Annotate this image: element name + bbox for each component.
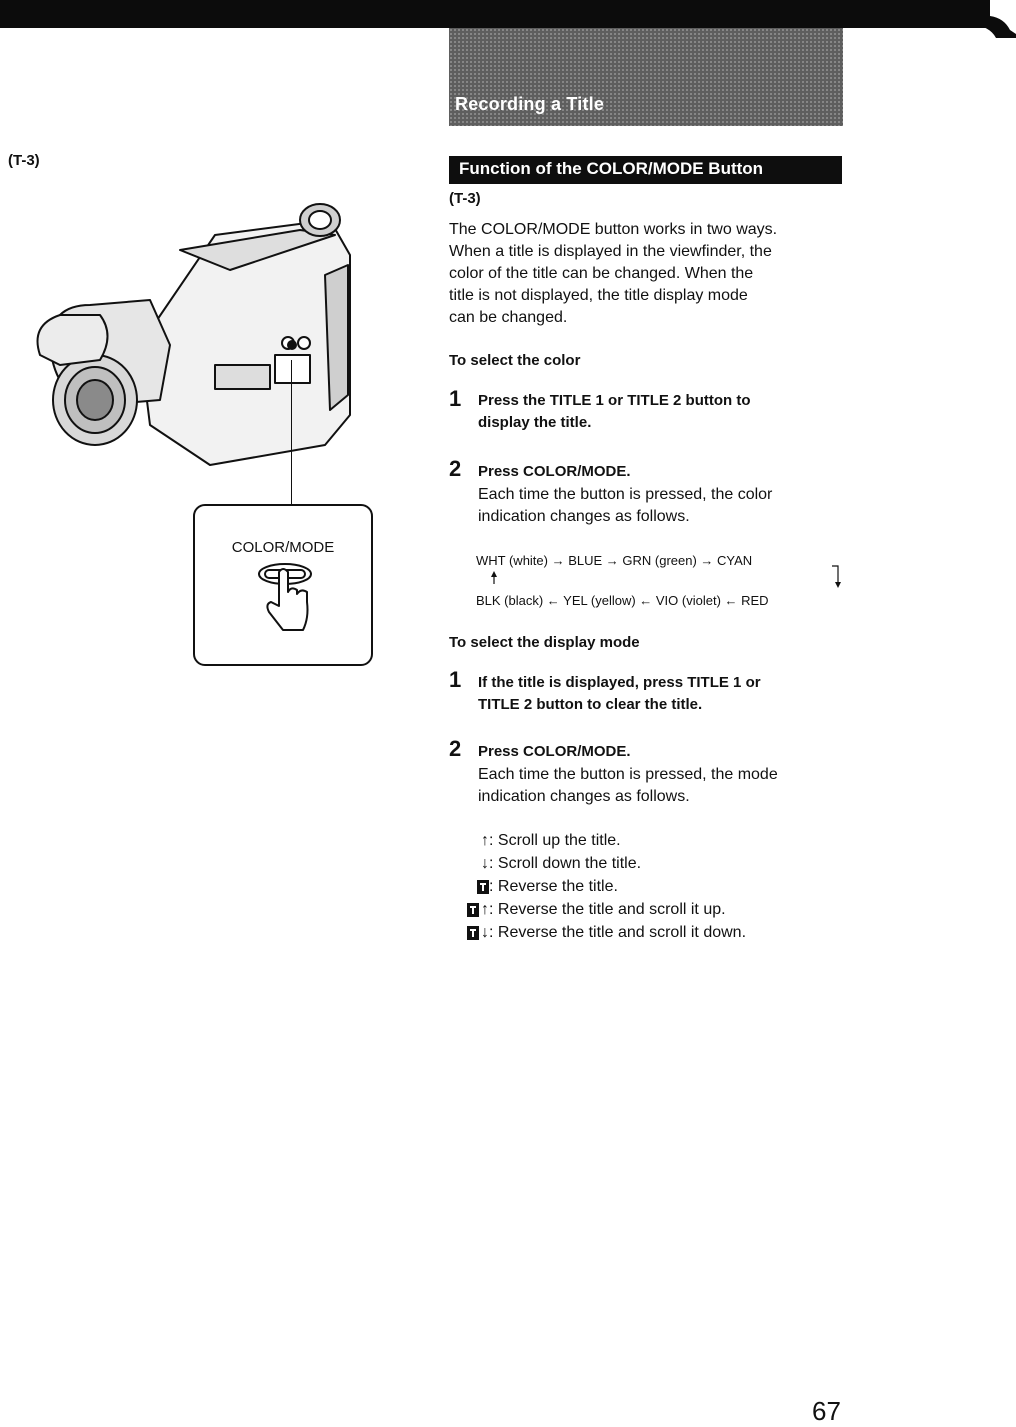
color-step-1-number: 1 bbox=[449, 386, 462, 411]
step-line: Press the TITLE 1 or TITLE 2 button to bbox=[478, 392, 751, 409]
step-line: Each time the button is pressed, the mode bbox=[478, 766, 778, 783]
mode-list bbox=[449, 829, 746, 944]
callout-label: COLOR/MODE bbox=[231, 539, 335, 556]
down-arrow-icon: ↓ bbox=[481, 855, 489, 872]
step-line: indication changes as follows. bbox=[478, 788, 690, 805]
reverse-icon bbox=[467, 926, 479, 940]
intro-line: can be changed. bbox=[449, 309, 568, 326]
intro-line: color of the title can be changed. When the bbox=[449, 265, 754, 282]
mode-step-2-body bbox=[478, 764, 778, 808]
page-number: 67 bbox=[812, 1396, 841, 1426]
camcorder-illustration bbox=[30, 195, 360, 485]
step-line: display the title. bbox=[478, 414, 592, 431]
step-line: indication changes as follows. bbox=[478, 508, 690, 525]
mode-step-2-title: Press COLOR/MODE. bbox=[478, 743, 631, 760]
mode-item-text: : Reverse the title and scroll it up. bbox=[489, 901, 726, 918]
color-mode-callout bbox=[193, 504, 373, 666]
color-mode-button-marker bbox=[287, 340, 297, 350]
mode-item bbox=[449, 829, 746, 852]
mode-step-2-number: 2 bbox=[449, 736, 462, 761]
mode-item bbox=[449, 875, 746, 898]
step-line: Each time the button is pressed, the color bbox=[478, 486, 773, 503]
color-heading: To select the color bbox=[449, 352, 581, 369]
top-bar-tail bbox=[960, 16, 1016, 40]
figure-ref: (T-3) bbox=[8, 152, 40, 169]
intro-line: title is not displayed, the title display mode bbox=[449, 287, 748, 304]
intro-paragraph bbox=[449, 219, 777, 329]
up-arrow-icon: ↑ bbox=[481, 832, 489, 849]
intro-line: When a title is displayed in the viewfinder, the bbox=[449, 243, 772, 260]
down-arrow-icon: ↓ bbox=[481, 924, 489, 941]
page-title: Recording a Title bbox=[455, 94, 605, 114]
section-ref: (T-3) bbox=[449, 190, 481, 207]
step-line: TITLE 2 button to clear the title. bbox=[478, 696, 703, 713]
callout-leader-line bbox=[291, 360, 292, 506]
up-arrow-icon: ↑ bbox=[481, 901, 489, 918]
reverse-icon bbox=[467, 903, 479, 917]
mode-item bbox=[449, 852, 746, 875]
mode-item-text: : Reverse the title. bbox=[489, 878, 618, 895]
mode-item bbox=[449, 921, 746, 944]
color-step-2-title: Press COLOR/MODE. bbox=[478, 463, 631, 480]
sequence-loop-arrows bbox=[476, 562, 856, 592]
mode-item-text: : Scroll down the title. bbox=[489, 855, 642, 872]
mode-item-text: : Reverse the title and scroll it down. bbox=[489, 924, 747, 941]
reverse-icon bbox=[477, 880, 489, 894]
color-sequence-top: WHT (white) → BLUE → GRN (green) → CYAN bbox=[476, 553, 753, 568]
finger-press-icon bbox=[255, 562, 315, 642]
mode-step-1-text bbox=[478, 672, 761, 716]
mode-heading: To select the display mode bbox=[449, 634, 640, 651]
color-step-1-text bbox=[478, 390, 751, 434]
color-step-2-body bbox=[478, 484, 772, 528]
section-title: Function of the COLOR/MODE Button bbox=[459, 159, 764, 178]
mode-item-text: : Scroll up the title. bbox=[489, 832, 621, 849]
color-step-2-number: 2 bbox=[449, 456, 462, 481]
mode-step-1-number: 1 bbox=[449, 667, 462, 692]
step-line: If the title is displayed, press TITLE 1 or bbox=[478, 674, 761, 691]
intro-line: The COLOR/MODE button works in two ways. bbox=[449, 221, 778, 238]
color-sequence-bottom: BLK (black) ← YEL (yellow) ← VIO (violet) ← RED bbox=[476, 593, 769, 608]
mode-item bbox=[449, 898, 746, 921]
top-bar bbox=[0, 0, 990, 28]
